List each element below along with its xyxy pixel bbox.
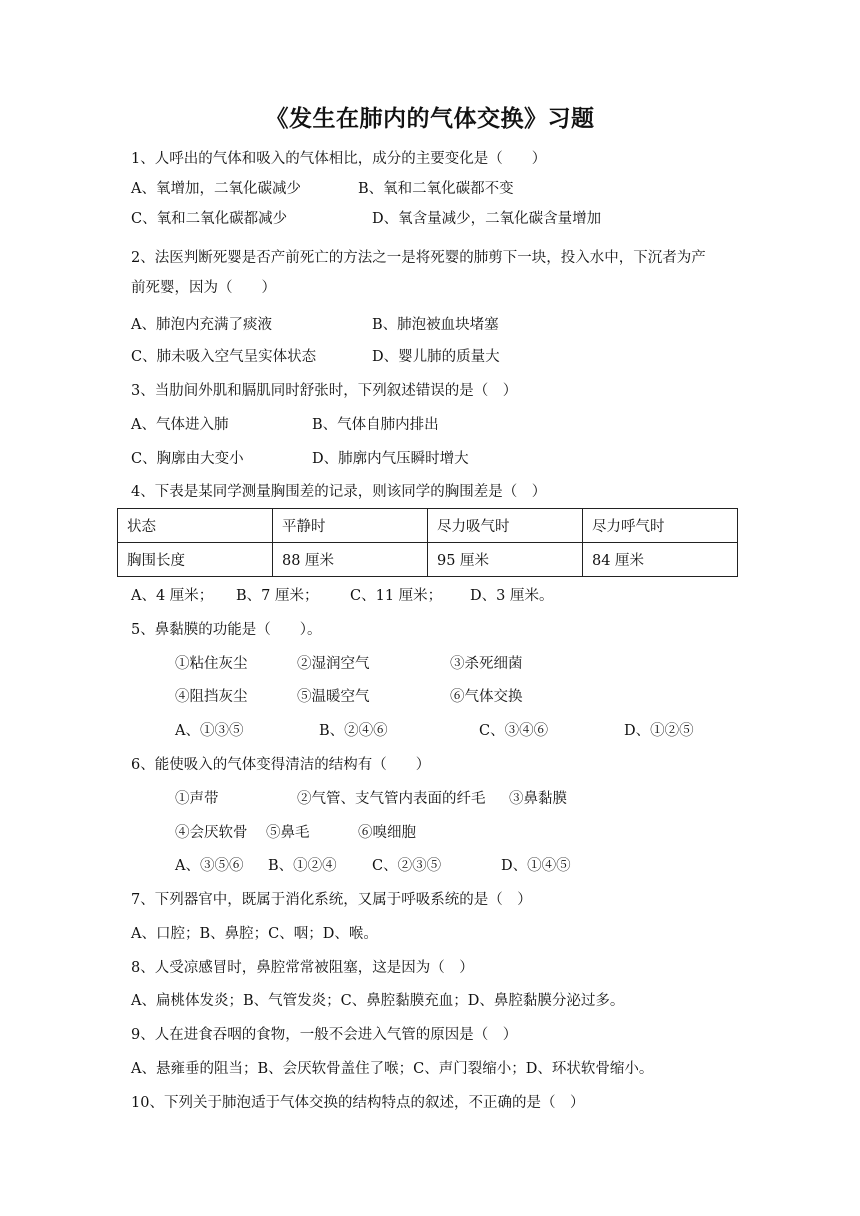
q5-item-6: ⑥气体交换	[450, 689, 523, 705]
q7-options: A、口腔；B、鼻腔；C、咽；D、喉。	[131, 926, 378, 942]
q2-option-d: D、婴儿肺的质量大	[372, 349, 500, 365]
q6-item-2: ②气管、支气管内表面的纤毛	[297, 791, 486, 807]
q5-item-3: ③杀死细菌	[450, 656, 523, 672]
table-header-row	[118, 509, 738, 543]
q7-stem: 7、下列器官中，既属于消化系统，又属于呼吸系统的是（ ）	[131, 892, 532, 908]
q6-option-c: C、②③⑤	[372, 858, 442, 874]
q4-option-d: D、3 厘米。	[470, 588, 554, 604]
q9-stem: 9、人在进食吞咽的食物，一般不会进入气管的原因是（ ）	[131, 1027, 518, 1043]
table-cell: 胸围长度	[118, 543, 273, 577]
q3-stem: 3、当肋间外肌和膈肌同时舒张时，下列叙述错误的是（ ）	[131, 383, 518, 399]
q6-option-b: B、①②④	[268, 858, 337, 874]
q5-option-d: D、①②⑤	[624, 723, 694, 739]
q2-option-a: A、肺泡内充满了痰液	[131, 317, 272, 333]
q6-stem: 6、能使吸入的气体变得清洁的结构有（ ）	[131, 757, 431, 773]
q6-item-1: ①声带	[175, 791, 219, 807]
q8-stem: 8、人受凉感冒时，鼻腔常常被阻塞，这是因为（ ）	[131, 960, 474, 976]
q1-stem: 1、人呼出的气体和吸入的气体相比，成分的主要变化是（ ）	[131, 151, 547, 167]
page-title: 《发生在肺内的气体交换》习题	[265, 105, 595, 132]
table-cell: 84 厘米	[583, 543, 738, 577]
q8-options: A、扁桃体发炎；B、气管发炎；C、鼻腔黏膜充血；D、鼻腔黏膜分泌过多。	[131, 993, 625, 1009]
q6-option-d: D、①④⑤	[501, 858, 571, 874]
table-header-cell: 尽力呼气时	[583, 509, 738, 543]
q2-stem-line1: 2、法医判断死婴是否产前死亡的方法之一是将死婴的肺剪下一块，投入水中，下沉者为产	[131, 250, 706, 266]
table-header-cell: 尽力吸气时	[428, 509, 583, 543]
q5-item-2: ②湿润空气	[297, 656, 370, 672]
q5-option-a: A、①③⑤	[175, 723, 244, 739]
q1-option-c: C、氧和二氧化碳都减少	[131, 211, 288, 227]
q5-stem: 5、鼻黏膜的功能是（ ）。	[131, 622, 322, 638]
table-header-cell: 平静时	[273, 509, 428, 543]
q6-item-6: ⑥嗅细胞	[358, 825, 416, 841]
q6-item-4: ④会厌软骨	[175, 825, 248, 841]
q6-item-3: ③鼻黏膜	[509, 791, 567, 807]
table-header-cell: 状态	[118, 509, 273, 543]
q4-option-b: B、7 厘米；	[236, 588, 319, 604]
q6-item-5: ⑤鼻毛	[266, 825, 310, 841]
q9-options: A、悬雍垂的阻当；B、会厌软骨盖住了喉；C、声门裂缩小；D、环状软骨缩小。	[131, 1061, 654, 1077]
q3-option-b: B、气体自肺内排出	[312, 417, 439, 433]
q1-option-a: A、氧增加，二氧化碳减少	[131, 181, 301, 197]
q2-option-c: C、肺未吸入空气呈实体状态	[131, 349, 317, 365]
q5-option-b: B、②④⑥	[319, 723, 388, 739]
q2-option-b: B、肺泡被血块堵塞	[372, 317, 499, 333]
q3-option-d: D、肺廓内气压瞬时增大	[312, 451, 469, 467]
q5-item-5: ⑤温暖空气	[297, 689, 370, 705]
q4-stem: 4、下表是某同学测量胸围差的记录，则该同学的胸围差是（ ）	[131, 484, 547, 500]
q2-stem-line2: 前死婴，因为（ ）	[131, 280, 276, 296]
q3-option-a: A、气体进入肺	[131, 417, 229, 433]
q4-option-a: A、4 厘米；	[131, 588, 214, 604]
q5-option-c: C、③④⑥	[479, 723, 549, 739]
q1-option-d: D、氧含量减少，二氧化碳含量增加	[372, 211, 602, 227]
q10-stem: 10、下列关于肺泡适于气体交换的结构特点的叙述，不正确的是（ ）	[131, 1095, 585, 1111]
table-cell: 88 厘米	[273, 543, 428, 577]
q5-item-1: ①粘住灰尘	[175, 656, 248, 672]
q1-option-b: B、氧和二氧化碳都不变	[358, 181, 514, 197]
q6-option-a: A、③⑤⑥	[175, 858, 244, 874]
q4-option-c: C、11 厘米；	[350, 588, 443, 604]
q3-option-c: C、胸廓由大变小	[131, 451, 244, 467]
chest-measurement-table	[117, 508, 738, 577]
table-cell: 95 厘米	[428, 543, 583, 577]
q5-item-4: ④阻挡灰尘	[175, 689, 248, 705]
table-row	[118, 543, 738, 577]
